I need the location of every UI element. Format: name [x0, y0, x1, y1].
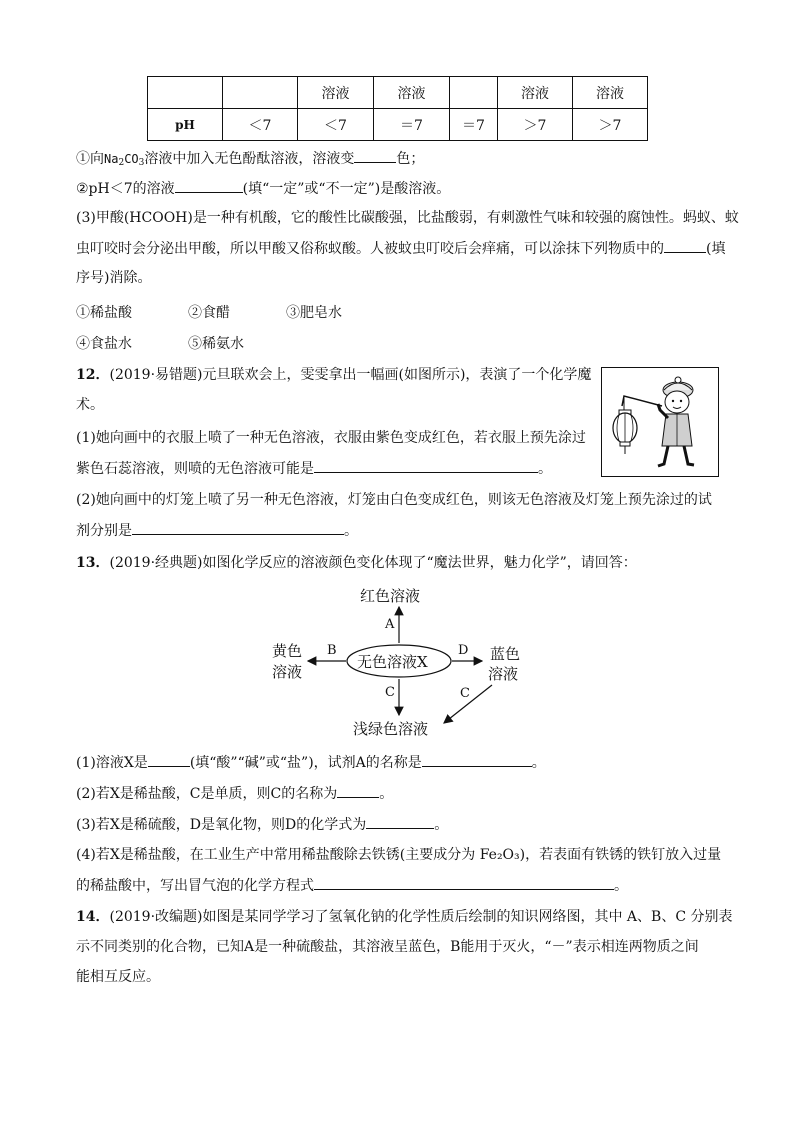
answer-blank[interactable]	[148, 752, 190, 767]
text: 。	[344, 523, 358, 539]
ph-table-cell: 溶液	[498, 77, 573, 109]
text: 的稀盐酸中，写出冒气泡的化学方程式	[76, 878, 314, 894]
answer-blank[interactable]	[314, 458, 538, 473]
q11-part3-line2	[76, 238, 725, 259]
q14-stem-line1	[76, 907, 733, 927]
q11-part3-line3: 序号)消除。	[76, 270, 152, 286]
text: 紫色石蕊溶液，则喷的无色溶液可能是	[76, 461, 314, 477]
text: (2019·易错题)元旦联欢会上，雯雯拿出一幅画(如图所示)，表演了一个化学魔	[109, 367, 592, 383]
answer-blank[interactable]	[314, 875, 614, 890]
subscript: 3	[138, 158, 145, 168]
answer-blank[interactable]	[175, 178, 243, 193]
subscript: 2	[118, 158, 125, 168]
diagram-top-label: 红色溶液	[360, 587, 421, 605]
q13-part4-line2	[76, 875, 628, 896]
ph-table-cell: ＞7	[498, 109, 573, 141]
ph-table-cell: 溶液	[573, 77, 648, 109]
text: (填	[706, 241, 726, 257]
boy-with-lantern-illustration	[601, 367, 719, 477]
ph-table-cell: ＜7	[298, 109, 374, 141]
text: 色；	[396, 151, 425, 167]
q12-stem-line2: 术。	[76, 397, 104, 413]
q11-statement-1	[76, 148, 424, 173]
option-3: ③肥皂水	[286, 305, 342, 321]
text: 虫叮咬时会分泌出甲酸，所以甲酸又俗称蚁酸。人被蚊虫叮咬后会痒痛，可以涂抹下列物质中的	[76, 241, 664, 257]
question-number: 13．	[76, 555, 110, 571]
q13-part2	[76, 783, 393, 804]
chem-formula: CO	[124, 152, 139, 166]
diagram-right-label-2: 溶液	[488, 665, 519, 683]
diagram-bottom-label: 浅绿色溶液	[353, 720, 429, 738]
text: 。	[379, 786, 394, 802]
text: 溶液中加入无色酚酞溶液，溶液变	[144, 151, 355, 167]
text: ②pH＜7的溶液	[76, 181, 175, 197]
ph-table-cell: ＝7	[374, 109, 450, 141]
arrow-label-a: A	[385, 617, 395, 632]
ph-table-row-label: pH	[148, 109, 223, 141]
arrow-label-c: C	[385, 685, 395, 700]
option-4: ④食盐水	[76, 336, 132, 352]
text: 。	[538, 461, 552, 477]
q14-stem-line2: 示不同类别的化合物，已知A是一种硫酸盐，其溶液呈蓝色，B能用于灭火，“－”表示相连两物质之间	[76, 939, 699, 955]
q12-part2-line2	[76, 520, 358, 541]
q12-part2-line1: (2)她向画中的灯笼上喷了另一种无色溶液，灯笼由白色变成红色，则该无色溶液及灯笼上预先涂过的试	[76, 492, 712, 508]
text: (2)若X是稀盐酸，C是单质，则C的名称为	[76, 786, 338, 802]
text: 。	[531, 755, 546, 771]
ph-table-cell	[450, 77, 498, 109]
answer-blank[interactable]	[354, 148, 396, 163]
text: (3)若X是稀硫酸，D是氧化物，则D的化学式为	[76, 817, 367, 833]
ph-table-cell	[148, 77, 223, 109]
chem-formula: Na	[104, 152, 119, 166]
ph-table-cell: 溶液	[298, 77, 374, 109]
answer-blank[interactable]	[664, 238, 706, 253]
question-number: 12．	[76, 367, 110, 383]
ph-table-header-row	[148, 77, 648, 109]
answer-blank[interactable]	[366, 814, 434, 829]
text: (2019·经典题)如图化学反应的溶液颜色变化体现了“魔法世界，魅力化学”，请回答：	[109, 555, 637, 571]
text: (1)溶液X是	[76, 755, 148, 771]
q13-stem	[76, 553, 637, 573]
arrow-label-d: D	[458, 643, 469, 658]
ph-table-cell	[223, 77, 298, 109]
text: 。	[434, 817, 449, 833]
ph-table-cell: 溶液	[374, 77, 450, 109]
text: 。	[614, 878, 628, 894]
q14-stem-line3: 能相互反应。	[76, 969, 160, 985]
diagram-left-label-1: 黄色	[272, 642, 303, 660]
question-number: 14．	[76, 909, 110, 925]
q12-stem-line1	[76, 365, 591, 385]
diagram-right-label-1: 蓝色	[490, 645, 521, 663]
q12-part1-line1: (1)她向画中的衣服上喷了一种无色溶液，衣服由紫色变成红色，若衣服上预先涂过	[76, 430, 586, 446]
ph-table-value-row	[148, 109, 648, 141]
arrow-label-c: C	[460, 686, 470, 701]
q13-part4-line1: (4)若X是稀盐酸，在工业生产中常用稀盐酸除去铁锈(主要成分为 Fe₂O₃)，若表面有铁锈的铁钉放入过量	[76, 847, 722, 863]
text: (填“酸”“碱”或“盐”)，试剂A的名称是	[189, 755, 422, 771]
q13-part1	[76, 752, 546, 773]
ph-table	[147, 76, 648, 141]
ph-table-cell: ＞7	[573, 109, 648, 141]
text: (填“一定”或“不一定”)是酸溶液。	[242, 181, 451, 197]
answer-blank[interactable]	[337, 783, 379, 798]
answer-blank[interactable]	[132, 520, 344, 535]
ph-table-cell: ＜7	[223, 109, 298, 141]
q11-part3-line1: (3)甲酸(HCOOH)是一种有机酸，它的酸性比碳酸强，比盐酸弱，有刺激性气味和较强的腐蚀性。蚂蚁、蚊	[76, 210, 739, 226]
answer-blank[interactable]	[422, 752, 532, 767]
q12-part1-line2	[76, 458, 552, 479]
arrow-label-b: B	[327, 643, 337, 658]
diagram-center-label: 无色溶液X	[357, 653, 428, 671]
option-2: ②食醋	[188, 305, 230, 321]
q13-part3	[76, 814, 448, 835]
text: (2019·改编题)如图是某同学学习了氢氧化钠的化学性质后绘制的知识网络图，其中 A、B、C 分别表	[109, 909, 733, 925]
diagram-left-label-2: 溶液	[272, 663, 303, 681]
option-1: ①稀盐酸	[76, 305, 132, 321]
q11-statement-2	[76, 178, 450, 199]
ph-table-cell: ＝7	[450, 109, 498, 141]
option-5: ⑤稀氨水	[188, 336, 244, 352]
text: 剂分别是	[76, 523, 132, 539]
text: ①向	[76, 151, 104, 167]
